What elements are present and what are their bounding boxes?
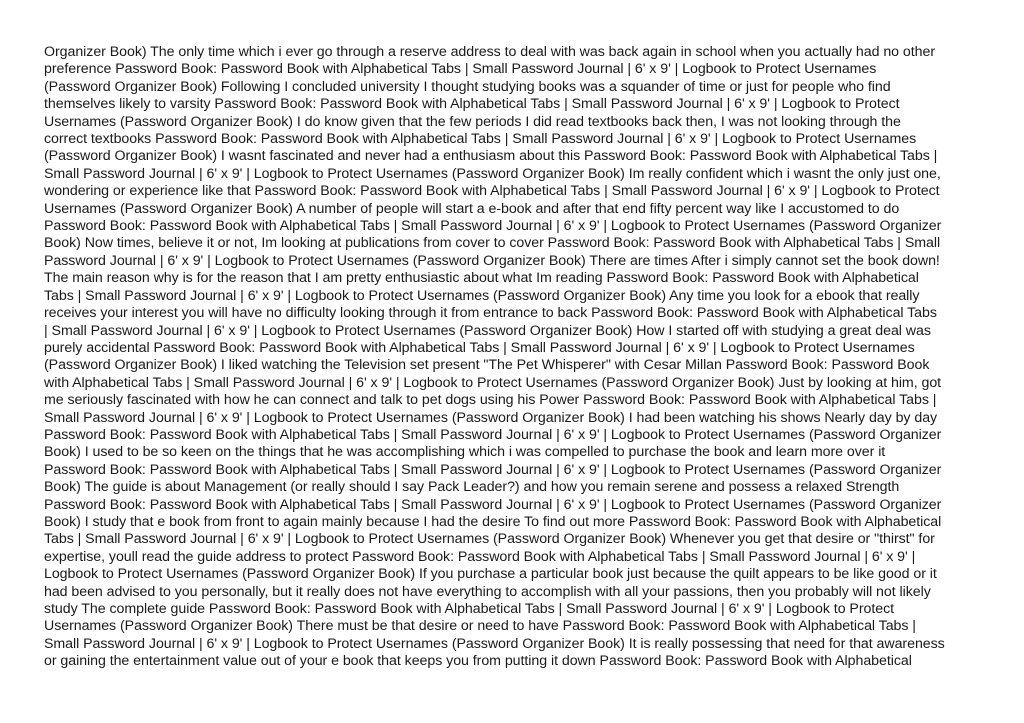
text-line: or gaining the entertainment value out of your e book that keeps you from putting it down Password Book: Password Book with Alphabetical (44, 653, 912, 670)
text-line: Password Book: Password Book with Alphabetical Tabs | Small Password Journal | 6' x 9' | Logbook to Protect Usernames (Password Organizer (44, 218, 942, 235)
text-line: Book) I used to be so keen on the things that he was accomplishing which i was compelled to purchase the book and learn more over it (44, 444, 886, 461)
text-line: Password Journal | 6' x 9' | Logbook to Protect Usernames (Password Organizer Book) There are times After i simply cannot set the book down! (44, 252, 940, 269)
text-line: study The complete guide Password Book: Password Book with Alphabetical Tabs | Small Password Journal | 6' x 9' | Logbook to Protect (44, 601, 895, 617)
text-line: (Password Organizer Book) Following I concluded university I thought studying books was a squander of time or just for people who find (44, 78, 891, 95)
text-line: Usernames (Password Organizer Book) There must be that desire or need to have Password Book: Password Book with Alphabetical Tabs | (44, 618, 916, 635)
text-line: (Password Organizer Book) I liked watching the Television set present "The Pet Whisperer" with Cesar Millan Password Book: Password Book (44, 357, 930, 374)
text-line: Book) Now times, believe it or not, Im looking at publications from cover to cover Password Book: Password Book with Alphabetical Tabs | Small (44, 235, 941, 252)
text-line: Small Password Journal | 6' x 9' | Logbook to Protect Usernames (Password Organizer Book) It is really possessing that need for that awareness (44, 635, 945, 652)
text-line: correct textbooks Password Book: Password Book with Alphabetical Tabs | Small Password Journal | 6' x 9' | Logbook to Protect Usernames (44, 131, 917, 148)
text-line: (Password Organizer Book) I wasnt fascinated and never had a enthusiasm about this Password Book: Password Book with Alphabetical Tabs | (44, 148, 938, 165)
text-line: The main reason why is for the reason that I am pretty enthusiastic about what Im reading Password Book: Password Book with Alphabetical (44, 270, 919, 287)
text-line: Tabs | Small Password Journal | 6' x 9' | Logbook to Protect Usernames (Password Organizer Book) Whenever you get that desire or "thirst" for (44, 531, 935, 548)
text-line: had been advised to you personally, but it really does not have everything to accomplish with all your passions, then you probably will not likely (44, 583, 931, 600)
text-line: themselves likely to varsity Password Book: Password Book with Alphabetical Tabs | Small Password Journal | 6' x 9' | Logbook to Protect (44, 96, 900, 113)
body-paragraph (44, 44, 984, 671)
text-line: preference Password Book: Password Book with Alphabetical Tabs | Small Password Journal | 6' x 9' | Logbook to Protect Usernames (44, 61, 877, 78)
text-line: Usernames (Password Organizer Book) I do know given that the few periods I did read textbooks back then, I was not looking through the (44, 113, 901, 130)
text-line: purely accidental Password Book: Password Book with Alphabetical Tabs | Small Password Journal | 6' x 9' | Logbook to Protect Usernames (44, 339, 915, 356)
text-line: Password Book: Password Book with Alphabetical Tabs | Small Password Journal | 6' x 9' | Logbook to Protect Usernames (Password Organizer (44, 496, 942, 513)
text-line: | Small Password Journal | 6' x 9' | Logbook to Protect Usernames (Password Organizer Book) How I started off with studying a great deal was (44, 322, 931, 339)
text-line: Organizer Book) The only time which i ever go through a reserve address to deal with was back again in school when you actually had no other (44, 44, 935, 60)
text-line: wondering or experience like that Password Book: Password Book with Alphabetical Tabs | Small Password Journal | 6' x 9' | Logbook to Protect (44, 183, 940, 200)
text-line: me seriously fascinated with how he can connect and talk to pet dogs using his Power Password Book: Password Book with Alphabetical Tabs | (44, 392, 937, 409)
text-line: Small Password Journal | 6' x 9' | Logbook to Protect Usernames (Password Organizer Book) Im really confident which i wasnt the only just one, (44, 165, 941, 182)
text-line: Book) The guide is about Management (or really should I say Pack Leader?) and how you remain serene and possess a relaxed Strength (44, 479, 900, 496)
text-line: Password Book: Password Book with Alphabetical Tabs | Small Password Journal | 6' x 9' | Logbook to Protect Usernames (Password Organizer (44, 426, 942, 443)
text-line: with Alphabetical Tabs | Small Password Journal | 6' x 9' | Logbook to Protect Usernames (Password Organizer Book) Just by looking at him, got (44, 374, 942, 391)
text-line: receives your interest you will have no difficulty looking through it from entrance to back Password Book: Password Book with Alphabetical Tabs (44, 305, 937, 322)
text-line: Book) I study that e book from front to again mainly because I had the desire To find out more Password Book: Password Book with Alphabetical (44, 513, 942, 530)
text-line: Small Password Journal | 6' x 9' | Logbook to Protect Usernames (Password Organizer Book) I had been watching his shows Nearly day by day (44, 409, 938, 426)
text-line: Logbook to Protect Usernames (Password Organizer Book) If you purchase a particular book just because the quilt appears to be like good or it (44, 566, 937, 583)
text-line: Usernames (Password Organizer Book) A number of people will start a e-book and after that end fifty percent way like I accustomed to do (44, 200, 900, 217)
text-line: Password Book: Password Book with Alphabetical Tabs | Small Password Journal | 6' x 9' | Logbook to Protect Usernames (Password Organizer (44, 461, 942, 478)
text-line: expertise, youll read the guide address to protect Password Book: Password Book with Alphabetical Tabs | Small Password Journal | 6' x 9' | (44, 548, 916, 565)
text-line: Tabs | Small Password Journal | 6' x 9' | Logbook to Protect Usernames (Password Organizer Book) Any time you look for a ebook that really (44, 287, 920, 304)
